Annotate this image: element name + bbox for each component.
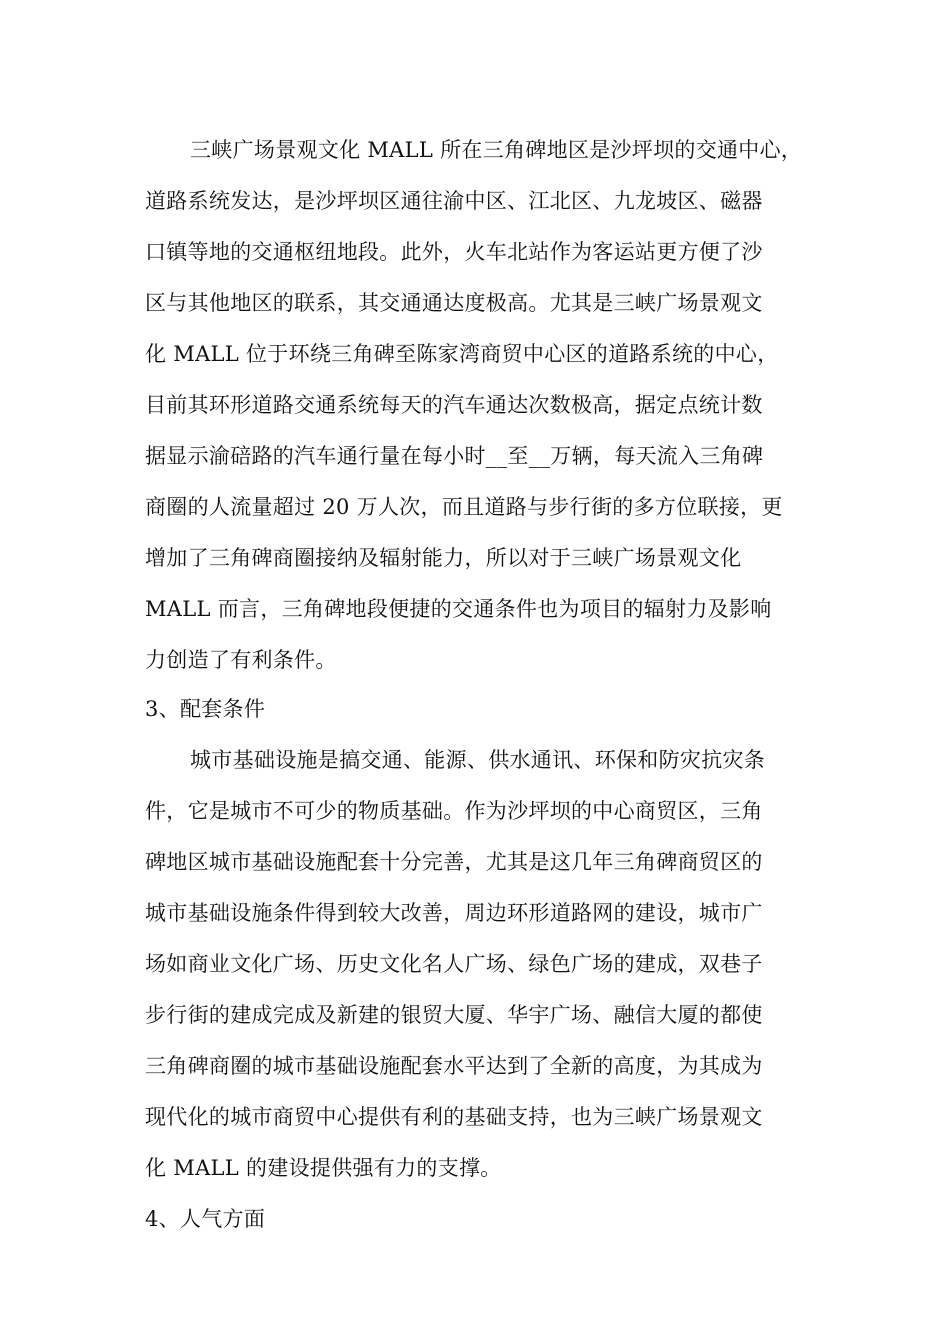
paragraph-2-line-5: 场如商业文化广场、历史文化名人广场、绿色广场的建成，双巷子	[145, 952, 763, 976]
paragraph-1-line-3: 口镇等地的交通枢纽地段。此外，火车北站作为客运站更方便了沙	[145, 240, 763, 264]
paragraph-2-line-2: 件，它是城市不可少的物质基础。作为沙坪坝的中心商贸区，三角	[145, 799, 763, 823]
paragraph-1-line-8: 商圈的人流量超过 20 万人次，而且道路与步行街的多方位联接，更	[145, 495, 783, 519]
paragraph-1-line-11: 力创造了有利条件。	[145, 648, 337, 672]
paragraph-2-line-1: 城市基础设施是搞交通、能源、供水通讯、环保和防灾抗灾条	[190, 748, 766, 772]
paragraph-2-line-3: 碑地区城市基础设施配套十分完善，尤其是这几年三角碑商贸区的	[145, 850, 763, 874]
paragraph-1-line-2: 道路系统发达，是沙坪坝区通往渝中区、江北区、九龙坡区、磁器	[145, 189, 763, 213]
paragraph-1-line-1: 三峡广场景观文化 MALL 所在三角碑地区是沙坪坝的交通中心，	[190, 138, 803, 162]
paragraph-1-line-4: 区与其他地区的联系，其交通通达度极高。尤其是三峡广场景观文	[145, 291, 763, 315]
paragraph-1-line-5: 化 MALL 位于环绕三角碑至陈家湾商贸中心区的道路系统的中心，	[145, 342, 779, 366]
paragraph-1-line-9: 增加了三角碑商圈接纳及辐射能力，所以对于三峡广场景观文化	[145, 546, 742, 570]
paragraph-2-line-9: 化 MALL 的建设提供强有力的支撑。	[145, 1156, 502, 1180]
section-heading-3: 3、配套条件	[145, 697, 266, 721]
section-heading-4: 4、人气方面	[145, 1207, 266, 1231]
paragraph-1-line-10: MALL 而言，三角碑地段便捷的交通条件也为项目的辐射力及影响	[145, 597, 772, 621]
paragraph-1-line-6: 目前其环形道路交通系统每天的汽车通达次数极高，据定点统计数	[145, 393, 763, 417]
paragraph-1-line-7: 据显示渝碚路的汽车通行量在每小时__至__万辆，每天流入三角碑	[145, 444, 764, 468]
paragraph-2-line-4: 城市基础设施条件得到较大改善，周边环形道路网的建设，城市广	[145, 901, 763, 925]
paragraph-2-line-8: 现代化的城市商贸中心提供有利的基础支持，也为三峡广场景观文	[145, 1105, 763, 1129]
paragraph-2-line-6: 步行街的建成完成及新建的银贸大厦、华宇广场、融信大厦的都使	[145, 1003, 763, 1027]
paragraph-2-line-7: 三角碑商圈的城市基础设施配套水平达到了全新的高度，为其成为	[145, 1054, 763, 1078]
